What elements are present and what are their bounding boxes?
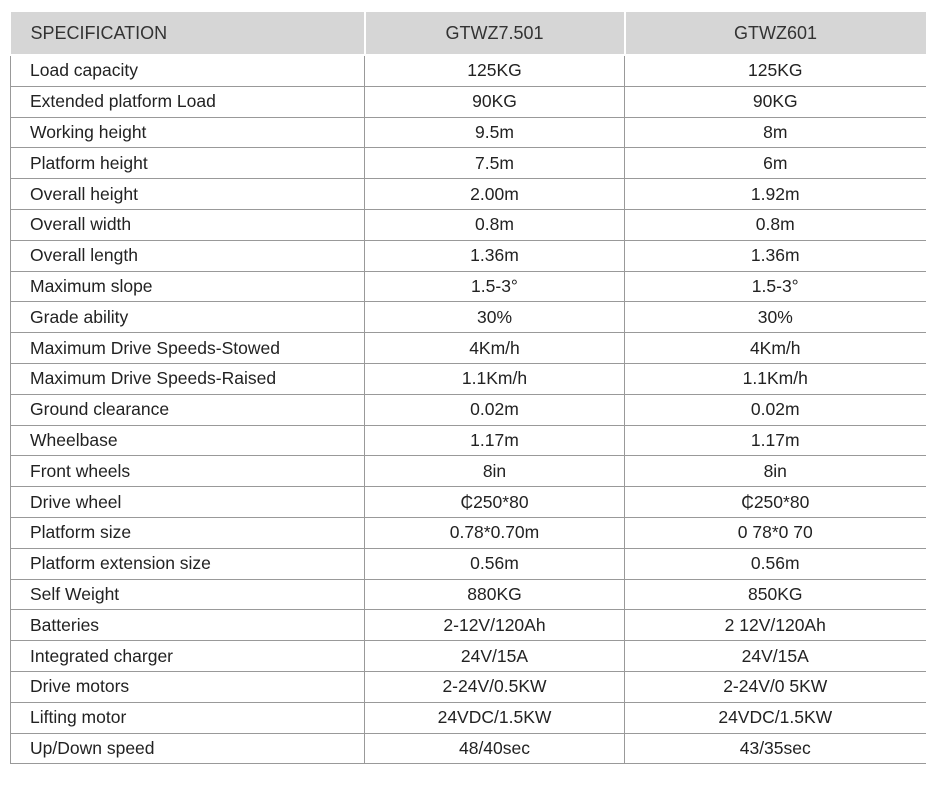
model-1-value: 0.56m xyxy=(365,548,625,579)
table-row xyxy=(11,579,926,610)
spec-label: Drive motors xyxy=(11,671,365,702)
specification-table xyxy=(10,12,926,764)
model-1-value: 1.1Km/h xyxy=(365,363,625,394)
header-model-2: GTWZ601 xyxy=(625,12,926,55)
model-2-value: 43/35sec xyxy=(625,733,926,764)
model-1-value: 4Km/h xyxy=(365,333,625,364)
table-row xyxy=(11,702,926,733)
model-2-value: 24VDC/1.5KW xyxy=(625,702,926,733)
model-2-value: ₵250*80 xyxy=(625,487,926,518)
spec-label: Platform extension size xyxy=(11,548,365,579)
model-2-value: 1.17m xyxy=(625,425,926,456)
model-1-value: 7.5m xyxy=(365,148,625,179)
model-2-value: 1.92m xyxy=(625,179,926,210)
model-1-value: 880KG xyxy=(365,579,625,610)
model-2-value: 850KG xyxy=(625,579,926,610)
model-1-value: 125KG xyxy=(365,55,625,86)
model-1-value: 48/40sec xyxy=(365,733,625,764)
table-row xyxy=(11,55,926,86)
spec-label: Ground clearance xyxy=(11,394,365,425)
table-row xyxy=(11,271,926,302)
model-1-value: 1.17m xyxy=(365,425,625,456)
table-row xyxy=(11,209,926,240)
model-1-value: 0.02m xyxy=(365,394,625,425)
table-row xyxy=(11,333,926,364)
model-1-value: 24VDC/1.5KW xyxy=(365,702,625,733)
spec-label: Load capacity xyxy=(11,55,365,86)
spec-label: Wheelbase xyxy=(11,425,365,456)
model-2-value: 8in xyxy=(625,456,926,487)
model-1-value: 1.5-3° xyxy=(365,271,625,302)
model-1-value: 2-12V/120Ah xyxy=(365,610,625,641)
spec-label: Overall height xyxy=(11,179,365,210)
table-row xyxy=(11,548,926,579)
model-1-value: 1.36m xyxy=(365,240,625,271)
model-1-value: 2.00m xyxy=(365,179,625,210)
table-row xyxy=(11,610,926,641)
spec-label: Extended platform Load xyxy=(11,86,365,117)
model-1-value: ₵250*80 xyxy=(365,487,625,518)
model-1-value: 24V/15A xyxy=(365,641,625,672)
spec-label: Maximum Drive Speeds-Raised xyxy=(11,363,365,394)
header-model-1: GTWZ7.501 xyxy=(365,12,625,55)
table-row xyxy=(11,302,926,333)
model-2-value: 2-24V/0 5KW xyxy=(625,671,926,702)
table-row xyxy=(11,456,926,487)
model-2-value: 1.36m xyxy=(625,240,926,271)
spec-label: Grade ability xyxy=(11,302,365,333)
table-row xyxy=(11,86,926,117)
model-2-value: 90KG xyxy=(625,86,926,117)
spec-label: Front wheels xyxy=(11,456,365,487)
spec-label: Integrated charger xyxy=(11,641,365,672)
table-row xyxy=(11,148,926,179)
spec-label: Self Weight xyxy=(11,579,365,610)
table-row xyxy=(11,671,926,702)
spec-label: Overall length xyxy=(11,240,365,271)
spec-label: Overall width xyxy=(11,209,365,240)
spec-label: Lifting motor xyxy=(11,702,365,733)
header-row xyxy=(11,12,926,55)
spec-label: Working height xyxy=(11,117,365,148)
model-2-value: 4Km/h xyxy=(625,333,926,364)
model-1-value: 90KG xyxy=(365,86,625,117)
model-2-value: 0.8m xyxy=(625,209,926,240)
model-1-value: 0.78*0.70m xyxy=(365,517,625,548)
spec-label: Platform height xyxy=(11,148,365,179)
spec-label: Maximum Drive Speeds-Stowed xyxy=(11,333,365,364)
spec-label: Drive wheel xyxy=(11,487,365,518)
model-1-value: 30% xyxy=(365,302,625,333)
model-2-value: 24V/15A xyxy=(625,641,926,672)
model-2-value: 0.56m xyxy=(625,548,926,579)
model-2-value: 2 12V/120Ah xyxy=(625,610,926,641)
spec-label: Batteries xyxy=(11,610,365,641)
model-1-value: 8in xyxy=(365,456,625,487)
spec-label: Platform size xyxy=(11,517,365,548)
model-2-value: 1.1Km/h xyxy=(625,363,926,394)
header-specification: SPECIFICATION xyxy=(11,12,365,55)
table-row xyxy=(11,425,926,456)
model-2-value: 0 78*0 70 xyxy=(625,517,926,548)
spec-label: Maximum slope xyxy=(11,271,365,302)
model-2-value: 30% xyxy=(625,302,926,333)
model-2-value: 6m xyxy=(625,148,926,179)
model-1-value: 2-24V/0.5KW xyxy=(365,671,625,702)
table-row xyxy=(11,240,926,271)
table-row xyxy=(11,517,926,548)
model-1-value: 0.8m xyxy=(365,209,625,240)
table-row xyxy=(11,363,926,394)
table-row xyxy=(11,733,926,764)
table-row xyxy=(11,641,926,672)
model-2-value: 1.5-3° xyxy=(625,271,926,302)
table-row xyxy=(11,179,926,210)
table-row xyxy=(11,394,926,425)
model-2-value: 125KG xyxy=(625,55,926,86)
spec-label: Up/Down speed xyxy=(11,733,365,764)
model-2-value: 0.02m xyxy=(625,394,926,425)
model-1-value: 9.5m xyxy=(365,117,625,148)
table-row xyxy=(11,487,926,518)
table-row xyxy=(11,117,926,148)
model-2-value: 8m xyxy=(625,117,926,148)
